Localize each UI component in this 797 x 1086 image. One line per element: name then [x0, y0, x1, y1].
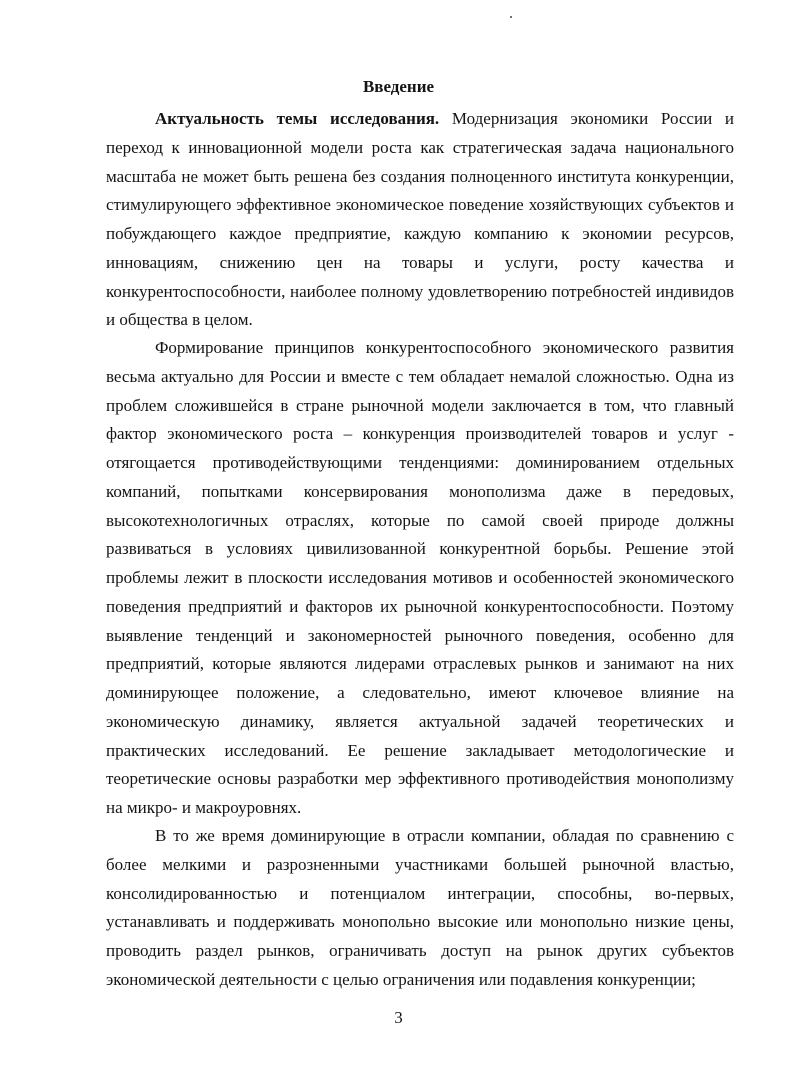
paragraph-3-text: В то же время доминирующие в отрасли компании, обладая по сравнению с более мелкими и разрозненными участниками большей рыночной властью, консолидированностью и потенциалом интеграции, способны, во-первых, устанавливать и поддерживать монопольно высокие или монопольно низкие цены, проводить раздел рынков, ограничивать доступ на рынок других субъектов экономической деятельности с целью ограничения или подавления конкуренции; — [106, 826, 734, 989]
paragraph-1-lead: Актуальность темы исследования. — [155, 109, 440, 128]
paragraph-1 — [106, 105, 734, 335]
paragraph-2-text: Формирование принципов конкурентоспособного экономического развития весьма актуально для России и вместе с тем обладает немалой сложностью. Одна из проблем сложившейся в стране рыночной модели заключается в том, что главный фактор экономического роста – конкуренция производителей товаров и услуг - отягощается противодействующими тенденциями: доминированием отдельных компаний, попытками консервирования монополизма даже в передовых, высокотехнологичных отраслях, которые по самой своей природе должны развиваться в условиях цивилизованной конкурентной борьбы. Решение этой проблемы лежит в плоскости исследования мотивов и особенностей экономического поведения предприятий и факторов их рыночной конкурентоспособности. Поэтому выявление тенденций и закономерностей рыночного поведения, особенно для предприятий, которые являются лидерами отраслевых рынков и занимают на них доминирующее положение, а следовательно, имеют ключевое влияние на экономическую динамику, является актуальной задачей теоретических и практических исследований. Ее решение закладывает методологические и теоретические основы разработки мер эффективного противодействия монополизму на микро- и макроуровнях. — [106, 338, 734, 817]
paragraph-3 — [106, 822, 734, 995]
page-number: 3 — [394, 1008, 403, 1027]
paragraph-2 — [106, 334, 734, 823]
scan-speck — [510, 16, 512, 18]
paragraph-1-body — [106, 105, 734, 335]
paragraph-1-text: Модернизация экономики России и переход к инновационной модели роста как стратегическая задача национального масштаба не может быть решена без создания полноценного института конкуренции, стимулирующего эффективное экономическое поведение хозяйствующих субъектов и побуждающего каждое предприятие, каждую компанию к экономии ресурсов, инновациям, снижению цен на товары и услуги, росту качества и конкурентоспособности, наиболее полному удовлетворению потребностей индивидов и общества в целом. — [106, 109, 734, 330]
section-heading: Введение — [362, 77, 435, 96]
